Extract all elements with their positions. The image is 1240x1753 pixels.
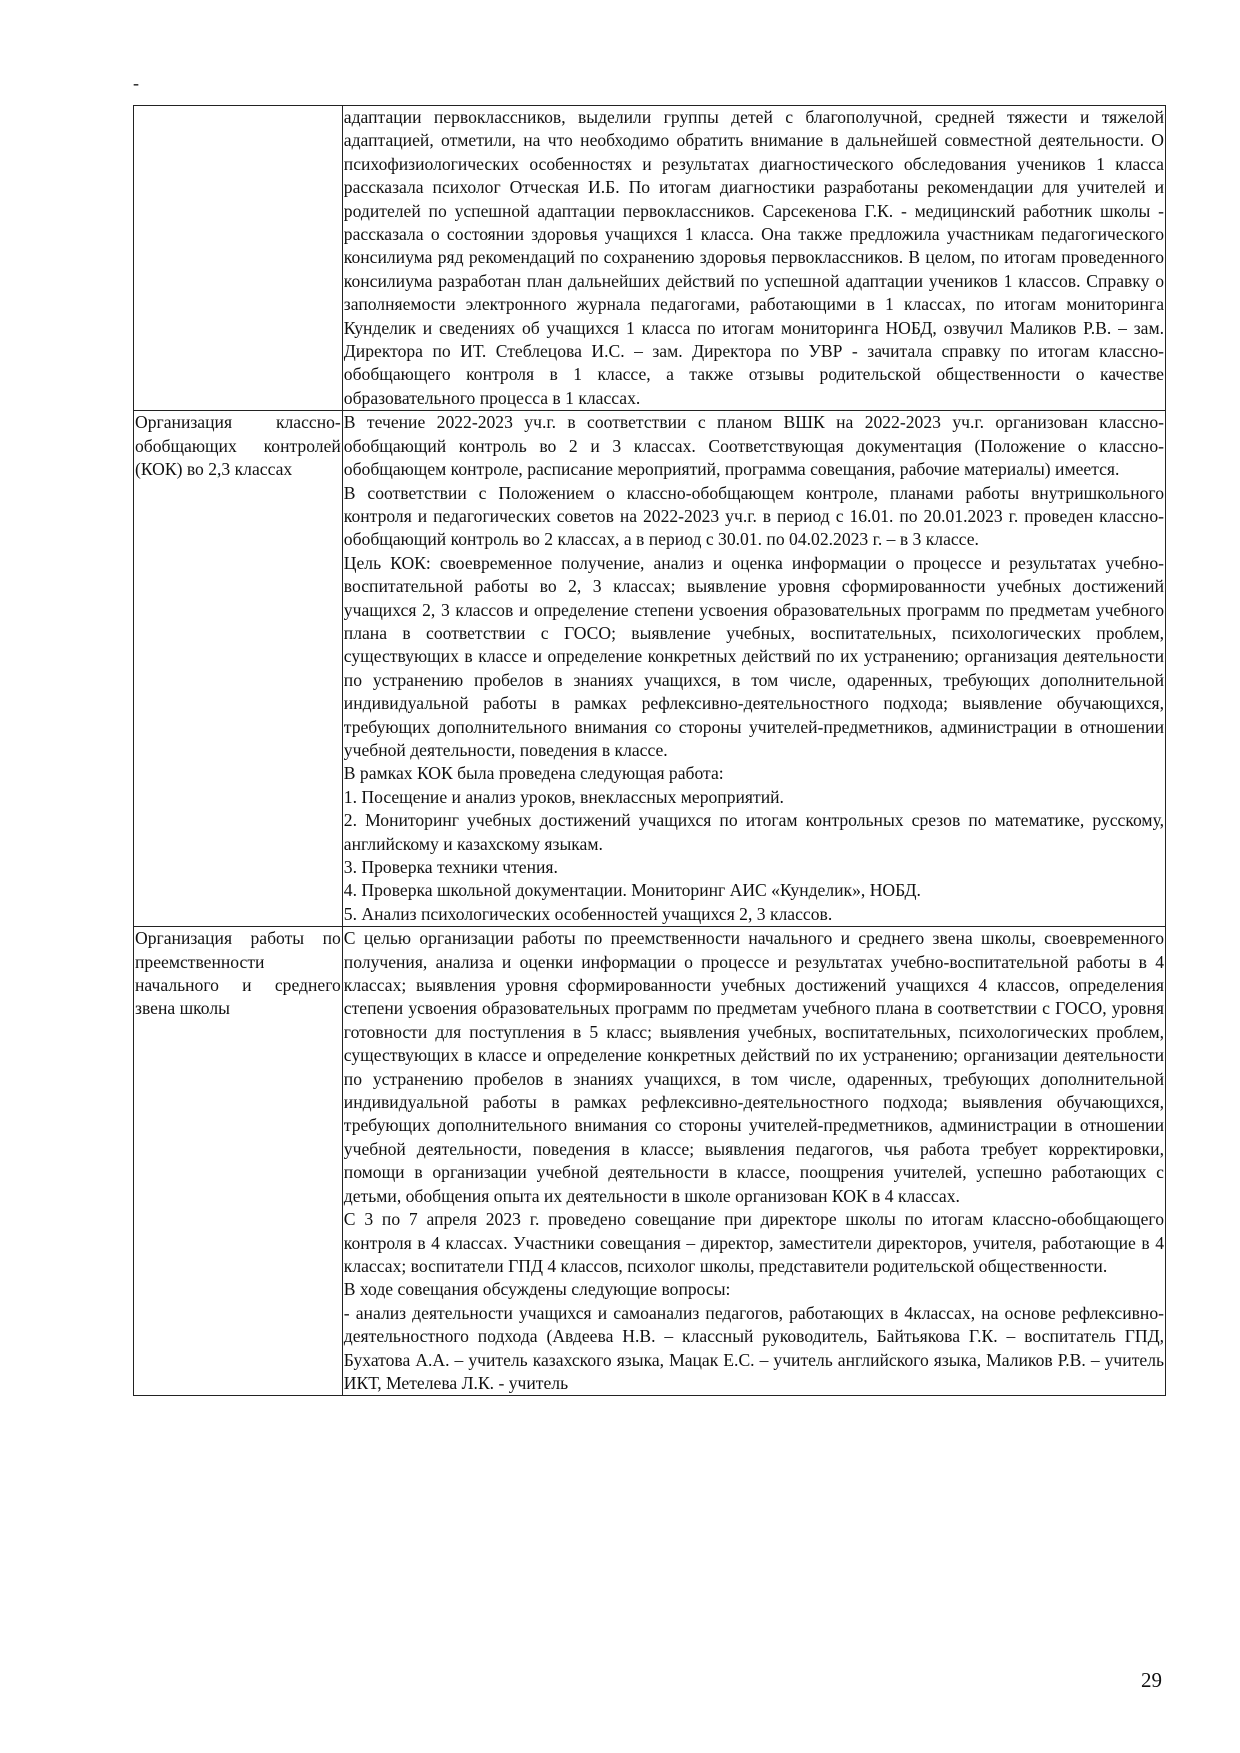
paragraph: Цель КОК: своевременное получение, анализ и оценка информации о процессе и результатах учебно-воспитательной работы во 2, 3 классах; выявление уровня сформированности учебных достижений учащихся 2, 3 классов и определение степени усвоения образовательных программ по предметам учебного плана в соответствии с ГОСО; выявление учебных, воспитательных, психологических проблем, существующих в классе и определение конкретных действий по их устранению; организация деятельности по устранению пробелов в знаниях учащихся, в том числе, одаренных, требующих дополнительной индивидуальной работы в рамках рефлексивно-деятельностного подхода; выявление обучающихся, требующих дополнительного внимания со стороны учителей-предметников, администрации в отношении учебной деятельности, поведения в классе. (343, 552, 1164, 760)
paragraph: - анализ деятельности учащихся и самоанализ педагогов, работающих в 4классах, на основе рефлексивно-деятельностного подхода (Авдеева Н.В. – классный руководитель, Байтьякова Г.К. – воспитатель ГПД, Бухатова А.А. – учитель казахского языка, Мацак Е.С. – учитель английского языка, Маликов Р.В. – учитель ИКТ, Метелева Л.К. - учитель (343, 1302, 1164, 1393)
list-item: 2. Мониторинг учебных достижений учащихся по итогам контрольных срезов по математике, русскому, английскому и казахскому языкам. (343, 810, 1164, 854)
content-cell (342, 106, 1165, 411)
content-cell (342, 927, 1165, 1396)
report-table (133, 105, 1166, 1396)
paragraph: В рамках КОК была проведена следующая работа: (343, 763, 724, 784)
table-row (134, 411, 1166, 927)
topic-cell: Организация классно-обобщающих контролей (КОК) во 2,3 классах (134, 411, 343, 927)
table-row (134, 106, 1166, 411)
table-row (134, 927, 1166, 1396)
list-item: 3. Проверка техники чтения. (343, 857, 558, 877)
content-cell (342, 411, 1165, 927)
paragraph: В ходе совещания обсуждены следующие вопросы: (343, 1279, 731, 1300)
list-item: 5. Анализ психологических особенностей учащихся 2, 3 классов. (343, 903, 833, 924)
page-number: 29 (1141, 1668, 1162, 1692)
list-item: 4. Проверка школьной документации. Мониторинг АИС «Кунделик», НОБД. (343, 880, 921, 901)
page-dash: - (133, 73, 139, 93)
paragraph: С целью организации работы по преемственности начального и среднего звена школы, своевременного получения, анализа и оценки информации о процессе и результатах учебно-воспитательной работы в 4 классах; выявления уровня сформированности учебных достижений учащихся 4 классов, определения степени усвоения образовательных программ по предметам учебного плана в соответствии с ГОСО, уровня готовности для поступления в 5 класс; выявления учебных, воспитательных, психологических проблем, существующих в классе и определение конкретных действий по их устранению; организации деятельности по устранению пробелов в знаниях учащихся, в том числе, одаренных, требующих дополнительной индивидуальной работы в рамках рефлексивно-деятельностного подхода; выявления обучающихся, требующих дополнительного внимания со стороны учителей-предметников, администрации в отношении учебной деятельности, поведения в классе; выявления педагогов, чья работа требует корректировки, помощи в организации учебной деятельности в классе, поощрения учителей, успешно работающих с детьми, обобщения опыта их деятельности в школе организован КОК в 4 классах. (343, 928, 1164, 1206)
paragraph: В соответствии с Положением о классно-обобщающем контроле, планами работы внутришкольного контроля и педагогических советов на 2022-2023 уч.г. в период с 16.01. по 20.01.2023 г. проведен классно-обобщающий контроль во 2 классах, а в период с 30.01. по 04.02.2023 г. – в 3 классе. (343, 482, 1164, 550)
paragraph: В течение 2022-2023 уч.г. в соответствии с планом ВШК на 2022-2023 уч.г. организован классно-обобщающий контроль во 2 и 3 классах. Соответствующая документация (Положение о классно-обобщающем контроле, расписание мероприятий, программа совещания, рабочие материалы) имеется. (343, 412, 1164, 480)
topic-cell: Организация работы по преемственности начального и среднего звена школы (134, 927, 343, 1396)
paragraph: адаптации первоклассников, выделили группы детей с благополучной, средней тяжести и тяжелой адаптацией, отметили, на что необходимо обратить внимание в дальнейшей совместной деятельности. О психофизиологических особенностях и результатах диагностического обследования учеников 1 класса рассказала психолог Отческая И.Б. По итогам диагностики разработаны рекомендации для учителей и родителей по успешной адаптации первоклассников. Сарсекенова Г.К. - медицинский работник школы - рассказала о состоянии здоровья учащихся 1 класса. Она также предложила участникам педагогического консилиума ряд рекомендаций по сохранению здоровья первоклассников. В целом, по итогам проведенного консилиума разработан план дальнейших действий по успешной адаптации учеников 1 классов. Справку о заполняемости электронного журнала педагогами, работающими в 1 классах, по итогам мониторинга Кунделик и сведениях об учащихся 1 класса по итогам мониторинга НОБД, озвучил Маликов Р.В. – зам. Директора по ИТ. Стеблецова И.С. – зам. Директора по УВР - зачитала справку по итогам классно-обобщающего контроля в 1 классе, а также отзывы родительской общественности о качестве образовательного процесса в 1 классах. (343, 107, 1164, 408)
list-item: 1. Посещение и анализ уроков, внеклассных мероприятий. (343, 786, 784, 807)
paragraph: С 3 по 7 апреля 2023 г. проведено совещание при директоре школы по итогам классно-обобщающего контроля в 4 классах. Участники совещания – директор, заместители директоров, учителя, работающие в 4 классах; воспитатели ГПД 4 классов, психолог школы, представители родительской общественности. (343, 1209, 1164, 1276)
topic-cell (134, 106, 343, 411)
